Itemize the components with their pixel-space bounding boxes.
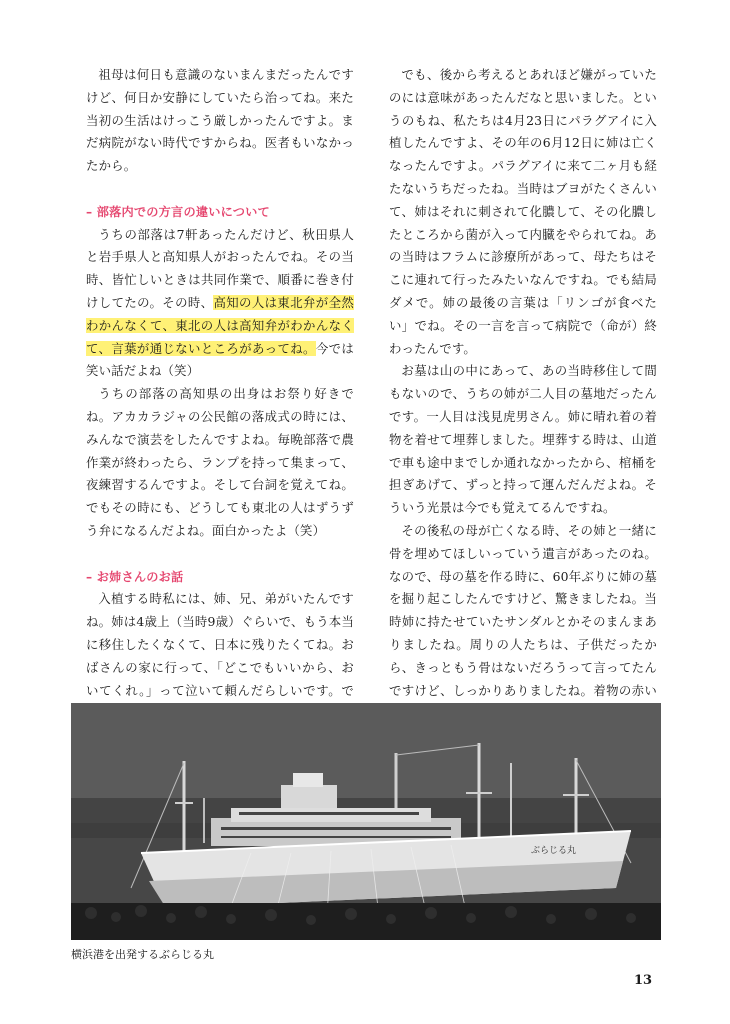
ship-photo [71,703,661,940]
right-column [389,64,657,771]
paragraph-festival: うちの部落の高知県の出身はお祭り好きでね。アカカラジャの公民館の落成式の時には、みんなで演芸をしたんですよね。毎晩部落で農作業が終わったら、ランプを持って集まって、夜練習するんですよ。そして台詞を覚えてね。でもその時にも、どうしても東北の人はずうずう弁になるんだよね。面白かったよ（笑） [86,386,354,538]
paragraph-meaning: でも、後から考えるとあれほど嫌がっていたのには意味があったんだなと思いました。というのもね、私たちは4月23日にパラグアイに入植したんですよ、その年の6月12日に姉は亡くなったんですよ。パラグアイに来て二ヶ月も経たないうちだったね。当時はブヨがたくさんいて、姉はそれに刺されて化膿して、その化膿したところから菌が入って内臓をやられてね。あの当時はフラムに診療所があって、母たちはそこに連れて行ったみたいなんですね。でも結局ダメで。姉の最後の言葉は「リンゴが食べたい」でね。その一言を言って病院で（命が）終わったんです。 [389,67,657,356]
paragraph-grave: お墓は山の中にあって、あの当時移住して間もないので、うちの姉が二人目の墓地だったんです。一人目は浅見虎男さん。姉に晴れ着の着物を着せて埋葬しました。埋葬する時は、山道で車も途中までしか通れなかったから、棺桶を担ぎあげて、ずっと持って運んだんだよね。そういう光景は今でも覚えてるんですね。 [389,363,657,516]
heading-dialect: – 部落内での方言の違いについて [86,204,270,219]
spacer [86,543,354,566]
paragraph-sister: 入植する時私には、姉、兄、弟がいたんですね。姉は4歳上（当時9歳）ぐらいで、もう本当に移住したくなくて、日本に残りたくてね。おばさんの家に行って、「どこでもいいから、おいてくれ。」って泣いて頼んだらしいです。で [86,591,354,698]
page-number: 13 [634,973,653,988]
dialect-text-after: 今では笑い話だよね（笑） [86,340,354,379]
heading-sister: – お姉さんのお話 [86,569,184,584]
spacer [86,178,354,201]
paragraph-dialect [86,224,354,384]
ship-illustration [71,703,661,940]
photo-caption: 横浜港を出発するぶらじる丸 [71,948,214,961]
paragraph-bones: その後私の母が亡くなる時、その姉と一緒に骨を埋めてほしいっていう遺言があったのね。なので、母の墓を作る時に、60年ぶりに姉の墓を掘り起こしたんですけど、驚きましたね。当時姉に持たせていたサンダルとかそのまんまありましたね。周りの人たちは、子供だったから、きっともう骨はないだろうって言ってたんですけど、しっかりありましたね。着物の赤い [389,522,657,698]
dialect-text-before: うちの部落は7軒あったんだけど、秋田県人と岩手県人と高知県人がおったんでね。その当時、皆忙しいときは共同作業で、順番に巻き付けしてたの。その時、 [86,226,354,310]
highlighted-quote: 高知の人は東北弁が全然わかんなくて、東北の人は高知弁がわかんなくて、言葉が通じないところがあってね。 [86,294,354,356]
paragraph-intro: 祖母は何日も意識のないまんまだったんですけど、何日か安静にしていたら治ってね。来た当初の生活はけっこう厳しかったんですよ。まだ病院がない時代ですからね。医者もいなかったから。 [86,67,354,174]
ship-hull-name: ぶらじる丸 [531,846,577,856]
